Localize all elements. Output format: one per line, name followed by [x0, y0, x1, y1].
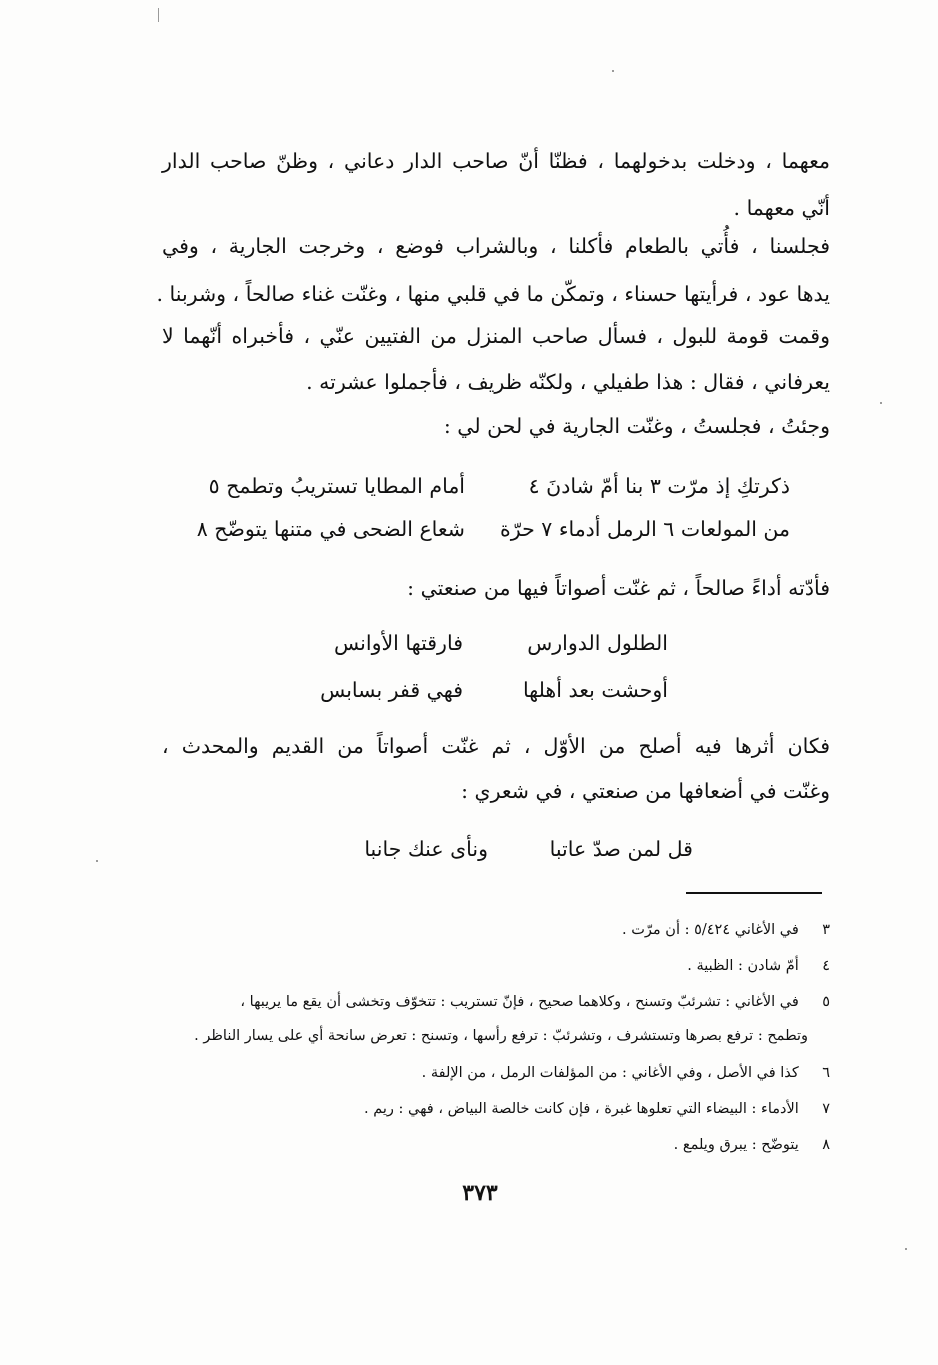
- verse-line: [150, 470, 790, 502]
- footnote-text: الأدماء : البيضاء التي تعلوها غبرة ، فإن كانت خالصة البياض ، فهي : ريم .: [364, 1101, 799, 1117]
- verse-line: [248, 627, 668, 659]
- verse-right-hemistich: الطلول الدوارس: [527, 631, 668, 655]
- footnote: [622, 918, 830, 942]
- footnote: [422, 1061, 830, 1085]
- scan-mark: [612, 70, 614, 72]
- paragraph-line: معهما ، ودخلت بدخولهما ، فظنّا أنّ صاحب الدار دعاني ، وظنّ صاحب الدار: [162, 149, 830, 173]
- footnote-text: في الأغاني ٥/٤٢٤ : أن مرّت .: [622, 922, 799, 938]
- verse-right-hemistich: ذكرتكِ إذ مرّت ٣ بنا أمّ شادنَ ٤: [528, 474, 790, 498]
- paragraph-line: أنّي معهما .: [733, 196, 830, 220]
- footnote-number: ٨: [822, 1137, 830, 1153]
- verse-right-hemistich: من المولعات ٦ الرمل أدماء ٧ حرّة: [500, 517, 790, 541]
- verse-left-hemistich: شعاع الضحى في متنها يتوضّح ٨: [196, 517, 465, 541]
- paragraph-line: يعرفاني ، فقال : هذا طفيلي ، ولكنّه ظريف ، فأجملوا عشرته .: [306, 370, 830, 394]
- footnote-number: ٤: [822, 958, 830, 974]
- verse-line: [150, 513, 790, 545]
- footnote: [364, 1097, 830, 1121]
- paragraph-line: وقمت قومة للبول ، فسأل صاحب المنزل من الفتيين عنّي ، فأخبراه أنّهما لا: [162, 324, 830, 348]
- footnote-continuation: وتطمح : ترفع بصرها وتستشرف ، وتشرئبّ : ترفع رأسها ، وتسنح : تعرض سانحة أي على يسار الناظر .: [194, 1028, 808, 1044]
- footnote: [240, 990, 830, 1014]
- verse-line: [248, 674, 668, 706]
- verse-left-hemistich: ونأى عنك جانبا: [364, 837, 488, 861]
- verse-right-hemistich: أوحشت بعد أهلها: [522, 678, 668, 702]
- paragraph-line: فكان أثرها فيه أصلح من الأوّل ، ثم غنّت أصواتاً من القديم والمحدث ،: [162, 734, 830, 758]
- paragraph-line: وغنّت في أضعافها من صنعتي ، في شعري :: [461, 779, 830, 803]
- verse-left-hemistich: فارقتها الأوانس: [334, 631, 463, 655]
- footnote-text: كذا في الأصل ، وفي الأغاني : من المؤلفات الرمل ، من الإلفة .: [421, 1065, 799, 1081]
- scan-mark: [880, 402, 882, 404]
- paragraph-line: وجئتُ ، فجلستُ ، وغنّت الجارية في لحن لي :: [443, 414, 830, 438]
- verse-left-hemistich: فهي قفر بسابس: [320, 678, 463, 702]
- footnote-number: ٥: [822, 994, 830, 1010]
- footnote-number: ٧: [822, 1101, 830, 1117]
- scan-mark: [905, 1248, 907, 1250]
- footnote-text: يتوضّح : يبرق ويلمع .: [673, 1137, 799, 1153]
- paragraph-line: فجلسنا ، فأُتي بالطعام فأكلنا ، وبالشراب فوضع ، وخرجت الجارية ، وفي: [162, 234, 830, 258]
- footnote: [687, 954, 830, 978]
- footnote-number: ٣: [822, 922, 830, 938]
- paragraph-line: يدها عود ، فرأيتها حسناء ، وتمكّن ما في قلبي منها ، وغنّت غناء صالحاً ، وشربنا .: [156, 282, 830, 306]
- scan-mark: [96, 860, 98, 862]
- footnote: [674, 1133, 830, 1157]
- footnote-text: أمّ شادن : الظبية .: [687, 958, 799, 974]
- verse-left-hemistich: أمام المطايا تستريبُ وتطمح ٥: [208, 474, 465, 498]
- footnote-number: ٦: [822, 1065, 830, 1081]
- footnote-text: في الأغاني : تشرئبّ وتسنح ، وكلاهما صحيح ، فإنّ تستريب : تتخوّف وتخشى أن يقع ما يريبها ،: [240, 994, 799, 1010]
- verse-right-hemistich: قل لمن صدّ عاتبا: [549, 837, 693, 861]
- scan-mark: [158, 8, 159, 22]
- verse-line: [293, 833, 693, 865]
- page-number: ٣٧٣: [462, 1180, 498, 1206]
- paragraph-line: فأدّته أداءً صالحاً ، ثم غنّت أصواتاً فيها من صنعتي :: [407, 576, 830, 600]
- footnote-separator: [686, 892, 822, 894]
